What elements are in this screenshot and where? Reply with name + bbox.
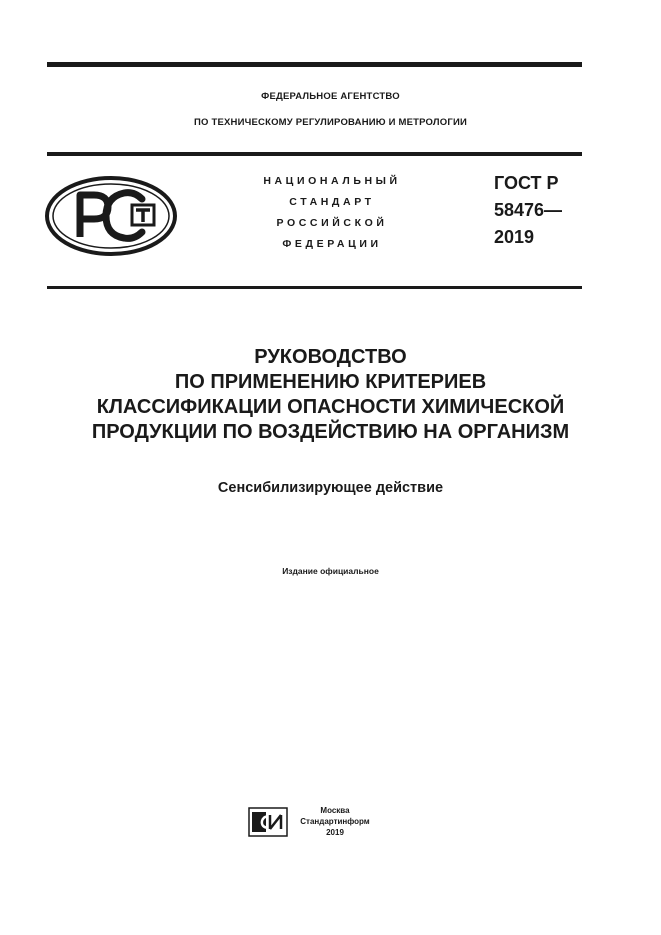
title-line-4: ПРОДУКЦИИ ПО ВОЗДЕЙСТВИЮ НА ОРГАНИЗМ xyxy=(91,421,570,443)
national-line-3: РОССИЙСКОЙ xyxy=(276,217,388,229)
document-title xyxy=(20,345,641,445)
designation-line-1: ГОСТ Р xyxy=(494,173,559,193)
publisher-info xyxy=(290,805,380,838)
agency-line-1: ФЕДЕРАЛЬНОЕ АГЕНТСТВО xyxy=(261,91,400,102)
bottom-rule xyxy=(47,286,582,289)
designation-line-2: 58476— xyxy=(494,200,563,220)
national-line-2: СТАНДАРТ xyxy=(289,196,375,208)
national-standard-label xyxy=(232,171,432,255)
national-line-4: ФЕДЕРАЦИИ xyxy=(282,238,382,250)
middle-rule xyxy=(47,152,582,156)
agency-line-2: ПО ТЕХНИЧЕСКОМУ РЕГУЛИРОВАНИЮ И МЕТРОЛОГИИ xyxy=(194,117,467,128)
designation-line-3: 2019 xyxy=(494,227,535,247)
title-line-2: ПО ПРИМЕНЕНИЮ КРИТЕРИЕВ xyxy=(174,371,487,393)
gost-r-logo-icon xyxy=(44,175,178,262)
document-subtitle: Сенсибилизирующее действие xyxy=(217,480,444,496)
publisher-name: Стандартинформ xyxy=(300,817,370,826)
publisher-year: 2019 xyxy=(326,828,344,837)
title-line-1: РУКОВОДСТВО xyxy=(254,346,407,368)
national-line-1: НАЦИОНАЛЬНЫЙ xyxy=(263,175,401,187)
top-rule xyxy=(47,62,582,67)
publisher-city: Москва xyxy=(320,806,350,815)
standard-designation xyxy=(494,170,562,251)
edition-label: Издание официальное xyxy=(282,566,379,576)
title-line-3: КЛАССИФИКАЦИИ ОПАСНОСТИ ХИМИЧЕСКОЙ xyxy=(96,396,565,418)
standartinform-logo-icon xyxy=(248,807,288,842)
